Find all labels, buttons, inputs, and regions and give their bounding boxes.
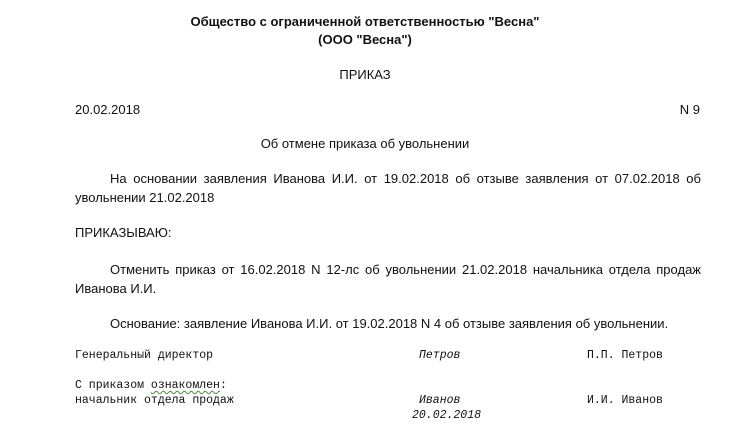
- ack-suffix: :: [219, 379, 227, 392]
- document-number: N 9: [679, 102, 700, 117]
- organization-short-name: (ООО "Весна"): [318, 32, 412, 47]
- document-subject: Об отмене приказа об увольнении: [260, 136, 470, 151]
- ack-word: ознакомлен: [150, 379, 220, 392]
- employee-name: И.И. Иванов: [587, 394, 663, 407]
- preamble-paragraph: На основании заявления Иванова И.И. от 19.02.2018 об отзыве заявления от 07.02.2018 об увольнении 21.02.2018: [75, 171, 701, 205]
- document-type: ПРИКАЗ: [339, 67, 391, 82]
- order-word: ПРИКАЗЫВАЮ:: [75, 225, 172, 240]
- organization-full-name: Общество с ограниченной ответственностью "Весна": [190, 14, 540, 29]
- director-signature: Петров: [419, 349, 461, 362]
- employee-title: начальник отдела продаж: [75, 394, 234, 407]
- acknowledgement-label: [75, 379, 227, 392]
- ack-prefix: С приказом: [75, 379, 151, 392]
- director-title: Генеральный директор: [75, 349, 214, 362]
- document-date: 20.02.2018: [75, 102, 141, 117]
- employee-signature: Иванов: [419, 394, 461, 407]
- director-name: П.П. Петров: [587, 349, 663, 362]
- basis-paragraph: Основание: заявление Иванова И.И. от 19.02.2018 N 4 об отзыве заявления об увольнении.: [110, 316, 669, 331]
- employee-ack-date: 20.02.2018: [412, 409, 482, 422]
- order-paragraph: Отменить приказ от 16.02.2018 N 12-лс об увольнении 21.02.2018 начальника отдела продаж Иванова И.И.: [75, 262, 701, 296]
